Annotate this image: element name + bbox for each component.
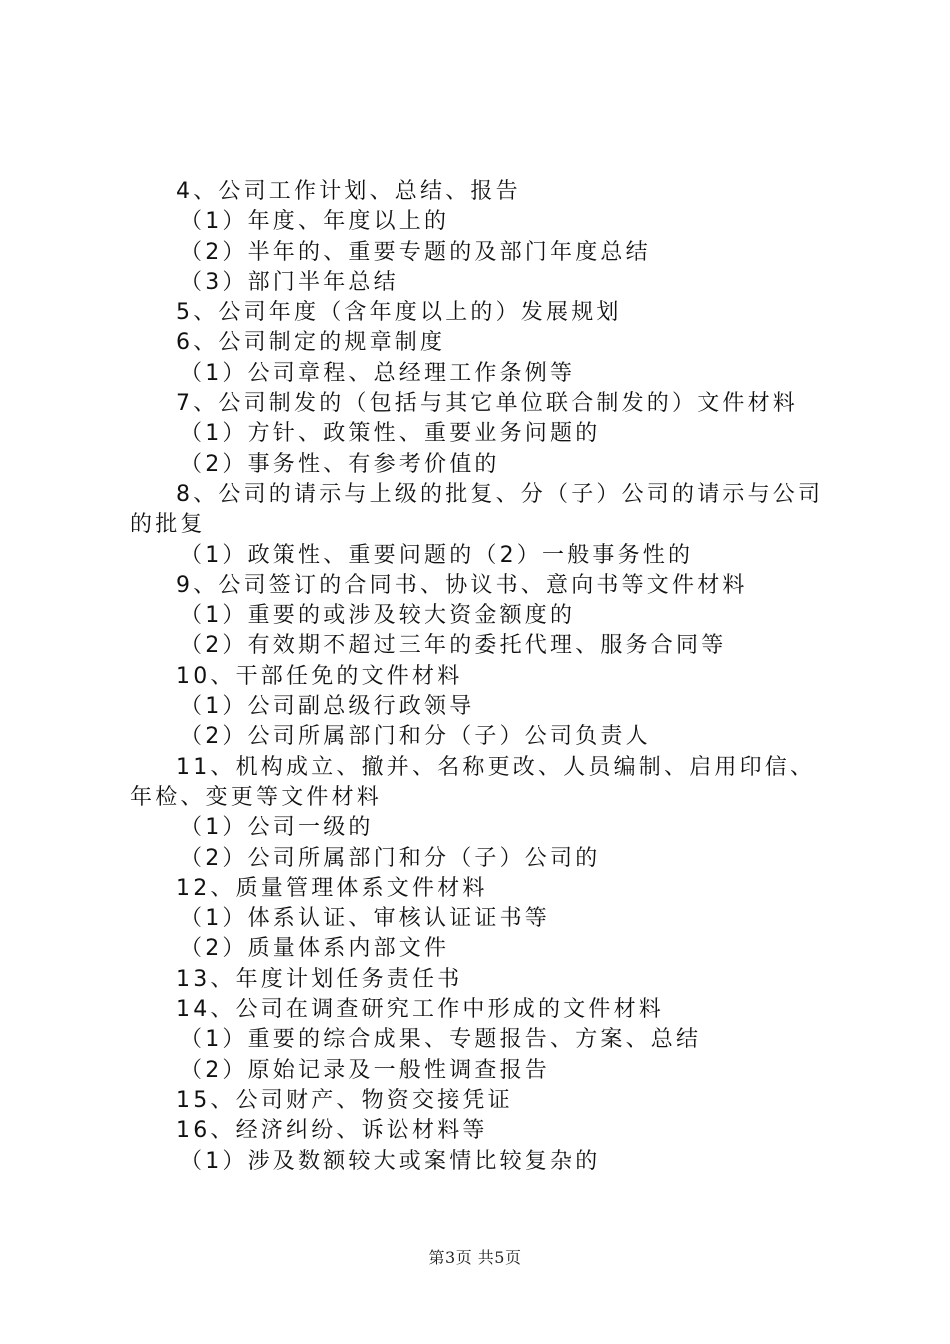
sub-item-line: （1）重要的综合成果、专题报告、方案、总结 bbox=[180, 1027, 702, 1053]
document-body bbox=[0, 177, 950, 1177]
list-item-line: 11、机构成立、撤并、名称更改、人员编制、启用印信、 bbox=[176, 754, 816, 780]
sub-item-line: （1）公司副总级行政领导 bbox=[180, 694, 475, 720]
list-item-line: 9、公司签订的合同书、协议书、意向书等文件材料 bbox=[176, 572, 748, 598]
list-item-line: 6、公司制定的规章制度 bbox=[176, 330, 446, 356]
list-item-line: 16、经济纠纷、诉讼材料等 bbox=[176, 1118, 488, 1144]
sub-item-line: （1）政策性、重要问题的（2）一般事务性的 bbox=[180, 542, 694, 568]
sub-item-line: （2）事务性、有参考价值的 bbox=[180, 451, 500, 477]
sub-item-line: （1）年度、年度以上的 bbox=[180, 209, 450, 235]
sub-item-line: （2）有效期不超过三年的委托代理、服务合同等 bbox=[180, 633, 727, 659]
list-item-line: 13、年度计划任务责任书 bbox=[176, 966, 463, 992]
sub-item-line: （1）公司章程、总经理工作条例等 bbox=[180, 360, 576, 386]
continuation-line: 的批复 bbox=[130, 512, 206, 538]
list-item-line: 14、公司在调查研究工作中形成的文件材料 bbox=[176, 997, 664, 1023]
sub-item-line: （2）公司所属部门和分（子）公司的 bbox=[180, 845, 601, 871]
sub-item-line: （1）体系认证、审核认证证书等 bbox=[180, 906, 550, 932]
list-item-line: 8、公司的请示与上级的批复、分（子）公司的请示与公司 bbox=[176, 481, 824, 507]
page-footer: 第3页 共5页 bbox=[428, 1248, 522, 1267]
sub-item-line: （2）原始记录及一般性调查报告 bbox=[180, 1057, 550, 1083]
list-item-line: 7、公司制发的（包括与其它单位联合制发的）文件材料 bbox=[176, 391, 798, 417]
sub-item-line: （1）方针、政策性、重要业务问题的 bbox=[180, 421, 601, 447]
list-item-line: 15、公司财产、物资交接凭证 bbox=[176, 1087, 513, 1113]
list-item-line: 4、公司工作计划、总结、报告 bbox=[176, 179, 521, 204]
sub-item-line: （2）半年的、重要专题的及部门年度总结 bbox=[180, 239, 651, 265]
list-item-line: 12、质量管理体系文件材料 bbox=[176, 875, 488, 901]
sub-item-line: （3）部门半年总结 bbox=[180, 269, 399, 295]
sub-item-line: （1）涉及数额较大或案情比较复杂的 bbox=[180, 1148, 601, 1174]
list-item-line: 5、公司年度（含年度以上的）发展规划 bbox=[176, 300, 622, 326]
list-item-line: 10、干部任免的文件材料 bbox=[176, 663, 463, 689]
sub-item-line: （1）公司一级的 bbox=[180, 815, 374, 841]
continuation-line: 年检、变更等文件材料 bbox=[130, 784, 383, 810]
sub-item-line: （2）公司所属部门和分（子）公司负责人 bbox=[180, 724, 651, 750]
sub-item-line: （1）重要的或涉及较大资金额度的 bbox=[180, 603, 576, 629]
sub-item-line: （2）质量体系内部文件 bbox=[180, 936, 450, 962]
